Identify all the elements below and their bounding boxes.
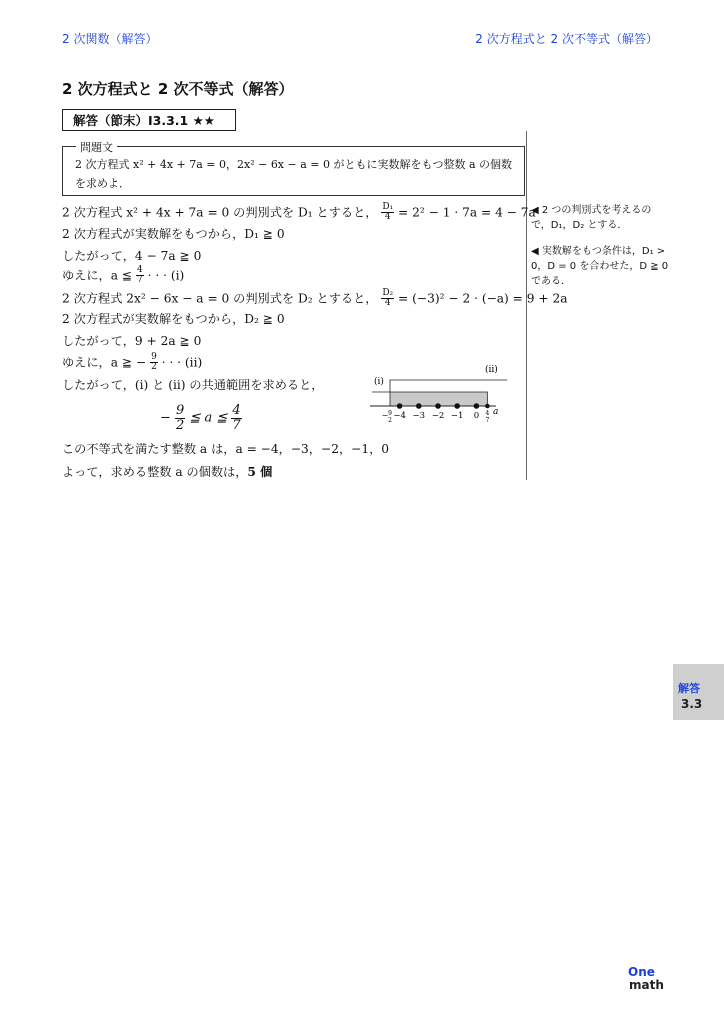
- integer-point: [416, 403, 422, 409]
- tick-label: −3: [412, 411, 426, 421]
- integer-point: [435, 403, 441, 409]
- chapter-tab-number: 3.3: [681, 697, 703, 711]
- solution-line-11: よって，求める整数 a の個数は，5 個: [62, 465, 273, 479]
- solution-line-3: したがって，4 − 7a ≧ 0: [62, 249, 202, 263]
- margin-note-1: ◀ 2 つの判別式を考えるので，D₁，D₂ とする．: [531, 205, 652, 231]
- solution-line-7: したがって，9 + 2a ≧ 0: [62, 334, 202, 348]
- right-endpoint-numerator: 4: [485, 410, 490, 417]
- page-title: 2 次方程式と 2 次不等式（解答）: [62, 80, 294, 98]
- tick-label: −1: [450, 411, 464, 421]
- right-endpoint-denominator: 7: [485, 417, 490, 424]
- discriminant-2-result: = (−3)² − 2 · (−a) = 9 + 2a: [398, 291, 568, 306]
- number-line-diagram: [368, 358, 508, 428]
- discriminant-1-result: = 2² − 1 · 7a = 4 − 7a: [398, 205, 536, 220]
- integer-point: [454, 403, 460, 409]
- fraction-9-over-2-display: $\frac{9}{2}$: [176, 403, 185, 433]
- fraction-d1-over-4: $\frac{\text{D₁}}{4}$: [382, 202, 394, 223]
- header-chapter: 2 次関数（解答）: [62, 32, 158, 46]
- fraction-4-over-7: $\frac{4}{7}$: [136, 265, 143, 286]
- range-i-label: (i): [374, 377, 384, 387]
- tick-label: −4: [393, 411, 406, 421]
- solution-line-8: ゆえに，a ≧ − $\frac{9}{2}$ · · · (ii): [62, 352, 203, 373]
- solution-line-2: 2 次方程式が実数解をもつから，D₁ ≧ 0: [62, 227, 285, 241]
- fraction-d2-over-4: $\frac{\text{D₂}}{4}$: [382, 288, 394, 309]
- solution-line-9: したがって，(i) と (ii) の共通範囲を求めると，: [62, 378, 324, 392]
- final-answer: 5 個: [247, 465, 273, 479]
- left-endpoint-numerator: 9: [388, 410, 392, 417]
- solution-line-4: ゆえに，a ≦ $\frac{4}{7}$ · · · (i): [62, 265, 185, 286]
- integer-point: [397, 403, 403, 409]
- solution-line-5: [62, 289, 568, 309]
- problem-label: 問題文: [76, 139, 117, 155]
- fraction-9-over-2: $\frac{9}{2}$: [151, 352, 157, 373]
- discriminant-1-text: 2 次方程式 x² + 4x + 7a = 0 の判別式を D₁ とすると，: [62, 205, 378, 220]
- tick-label: 0: [473, 411, 480, 421]
- common-range-inequality: − $\frac{9}{2}$ ≦ a ≦ $\frac{4}{7}$: [160, 403, 241, 433]
- range-endpoint-marker: [485, 404, 490, 409]
- range-ii-label: (ii): [485, 365, 498, 375]
- solution-line-6: 2 次方程式が実数解をもつから，D₂ ≧ 0: [62, 312, 285, 326]
- left-endpoint-denominator: 2: [388, 417, 392, 424]
- chapter-tab-label: 解答: [678, 682, 700, 695]
- problem-text: 2 次方程式 x² + 4x + 7a = 0，2x² − 6x − a = 0 がともに実数解をもつ整数 a の個数を求めよ．: [75, 158, 513, 190]
- fraction-4-over-7-display: $\frac{4}{7}$: [232, 403, 241, 433]
- margin-note-2: ◀ 実数解をもつ条件は，D₁ > 0，D = 0 を合わせた，D ≧ 0 である．: [531, 246, 669, 287]
- integer-point: [474, 403, 480, 409]
- header-section: 2 次方程式と 2 次不等式（解答）: [475, 32, 658, 46]
- solution-line-1: [62, 203, 536, 223]
- onemath-logo: One math: [628, 965, 664, 992]
- discriminant-2-text: 2 次方程式 2x² − 6x − a = 0 の判別式を D₂ とすると，: [62, 291, 378, 306]
- solution-line-10: この不等式を満たす整数 a は，a = −4，−3，−2，−1，0: [62, 442, 390, 456]
- section-label: 解答（節末）I3.3.1 ★★: [62, 109, 236, 131]
- chapter-tab: [673, 664, 724, 720]
- tick-label: −2: [431, 411, 445, 421]
- left-endpoint-sign: −: [381, 411, 389, 420]
- axis-label-a: a: [493, 407, 499, 417]
- problem-box: [62, 141, 525, 196]
